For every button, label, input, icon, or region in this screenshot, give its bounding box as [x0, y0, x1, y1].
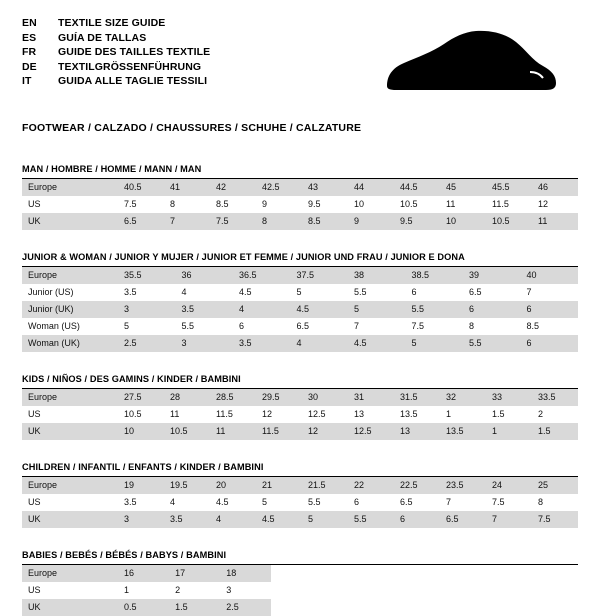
- size-cell: 10.5: [400, 199, 418, 209]
- table-row: [22, 179, 578, 196]
- size-cell-empty: [322, 582, 373, 599]
- size-cell: 3.5: [124, 287, 137, 297]
- table-row: [22, 335, 578, 352]
- size-cell: 29.5: [256, 389, 302, 406]
- language-title: GUÍA DE TALLAS: [58, 31, 147, 44]
- table-row: [22, 599, 578, 616]
- size-cell: 44.5: [394, 179, 440, 196]
- row-label: Europe: [22, 565, 118, 582]
- size-cell: 45.5: [486, 179, 532, 196]
- size-cell: 42.5: [256, 179, 302, 196]
- language-code: EN: [22, 17, 37, 29]
- table-row: [22, 565, 578, 582]
- row-label: Woman (US): [28, 321, 80, 331]
- size-cell: 10: [354, 199, 365, 209]
- size-cell: 2: [538, 409, 544, 419]
- size-cell: 7.5: [532, 511, 578, 528]
- size-cell: 8: [538, 497, 544, 507]
- size-cell: 3.5: [176, 301, 234, 318]
- language-title-list: [22, 16, 210, 89]
- size-cell: 7.5: [124, 199, 137, 209]
- table-row: [22, 196, 578, 213]
- size-cell: 5.5: [406, 301, 464, 318]
- size-group-man: [22, 164, 578, 230]
- size-cell: 8.5: [302, 213, 348, 230]
- size-cell: 22.5: [394, 477, 440, 494]
- size-cell-empty: [476, 565, 527, 582]
- size-cell: 11: [532, 213, 578, 230]
- size-cell: 6.5: [440, 511, 486, 528]
- size-cell: 1: [124, 585, 130, 595]
- size-cell: 4.5: [348, 335, 406, 352]
- size-cell: 1: [486, 423, 532, 440]
- size-cell-empty: [271, 599, 322, 616]
- size-cell: 5.5: [354, 287, 367, 297]
- size-cell: 10.5: [124, 409, 142, 419]
- size-cell: 3.5: [164, 511, 210, 528]
- size-cell: 3.5: [124, 497, 137, 507]
- size-cell: 7: [164, 213, 210, 230]
- size-cell: 37.5: [291, 267, 349, 284]
- size-cell: 0.5: [118, 599, 169, 616]
- size-cell: 28.5: [210, 389, 256, 406]
- language-code: FR: [22, 46, 37, 59]
- size-cell: 22: [348, 477, 394, 494]
- size-cell: 31: [348, 389, 394, 406]
- size-cell: 12: [302, 423, 348, 440]
- size-cell: 11.5: [492, 199, 509, 209]
- row-label: US: [28, 585, 41, 595]
- size-cell: 32: [440, 389, 486, 406]
- language-title-list-body: [22, 16, 210, 89]
- size-cell: 10.5: [486, 213, 532, 230]
- size-cell: 9.5: [308, 199, 321, 209]
- size-cell: 6: [394, 511, 440, 528]
- size-cell: 7: [446, 497, 452, 507]
- size-cell: 3: [226, 585, 232, 595]
- size-cell: 35.5: [118, 267, 176, 284]
- size-cell: 7: [486, 511, 532, 528]
- size-cell: 1.5: [169, 599, 220, 616]
- size-cell: 25: [532, 477, 578, 494]
- row-label: US: [28, 199, 41, 209]
- size-cell: 8: [256, 213, 302, 230]
- size-cell: 21.5: [302, 477, 348, 494]
- size-cell: 6.5: [296, 321, 310, 331]
- size-cell: 4: [291, 335, 349, 352]
- size-cell: 10: [440, 213, 486, 230]
- size-table: [22, 477, 578, 528]
- size-cell: 1.5: [532, 423, 578, 440]
- size-cell: 12.5: [348, 423, 394, 440]
- size-cell-empty: [476, 582, 527, 599]
- size-cell: 13.5: [440, 423, 486, 440]
- language-row: [22, 74, 210, 89]
- size-cell: 8: [170, 199, 176, 209]
- size-cell: 13: [394, 423, 440, 440]
- table-row: [22, 423, 578, 440]
- size-cell: 33: [486, 389, 532, 406]
- size-cell: 5.5: [463, 335, 521, 352]
- size-cell: 40.5: [118, 179, 164, 196]
- size-cell: 27.5: [118, 389, 164, 406]
- size-cell: 5.5: [348, 511, 394, 528]
- size-table: [22, 179, 578, 230]
- size-cell: 11.5: [216, 409, 233, 419]
- group-title: MAN / HOMBRE / HOMME / MANN / MAN: [22, 164, 578, 179]
- table-row: [22, 318, 578, 335]
- language-row: [22, 60, 210, 75]
- size-cell: 11.5: [256, 423, 302, 440]
- size-cell: 17: [169, 565, 220, 582]
- size-cell: 2: [175, 585, 181, 595]
- row-label: Europe: [22, 477, 118, 494]
- row-label: UK: [22, 599, 118, 616]
- size-cell: 5: [302, 511, 348, 528]
- size-cell: 11: [210, 423, 256, 440]
- row-label: Woman (UK): [22, 335, 118, 352]
- size-cell: 6.5: [469, 287, 482, 297]
- size-cell: 28: [164, 389, 210, 406]
- table-row: [22, 301, 578, 318]
- size-cell: 4.5: [256, 511, 302, 528]
- size-cell-empty: [425, 565, 476, 582]
- size-cell: 42: [210, 179, 256, 196]
- size-cell: 3.5: [233, 335, 291, 352]
- size-cell: 21: [256, 477, 302, 494]
- size-cell: 5: [348, 301, 406, 318]
- size-cell: 7.5: [210, 213, 256, 230]
- language-row: [22, 31, 210, 46]
- size-cell: 4: [170, 497, 176, 507]
- dress-shoe-icon: [380, 28, 560, 103]
- size-cell: 5: [296, 287, 302, 297]
- group-title: CHILDREN / INFANTIL / ENFANTS / KINDER / BAMBINI: [22, 462, 578, 477]
- language-row: [22, 16, 210, 31]
- size-cell: 12: [538, 199, 549, 209]
- row-label: Europe: [22, 267, 118, 284]
- size-cell: 46: [532, 179, 578, 196]
- size-cell: 1.5: [492, 409, 505, 419]
- size-cell: 33.5: [532, 389, 578, 406]
- size-cell: 10.5: [164, 423, 210, 440]
- size-cell: 7.5: [411, 321, 425, 331]
- size-cell: 45: [440, 179, 486, 196]
- table-row: [22, 582, 578, 599]
- table-row: [22, 284, 578, 301]
- size-cell: 8: [469, 321, 475, 331]
- size-cell: 3: [176, 335, 234, 352]
- table-row: [22, 477, 578, 494]
- row-label: Europe: [22, 179, 118, 196]
- size-cell-empty: [322, 565, 373, 582]
- group-title: BABIES / BEBÉS / BÉBÉS / BABYS / BAMBINI: [22, 550, 578, 565]
- table-row: [22, 494, 578, 511]
- table-row: [22, 511, 578, 528]
- language-code: IT: [22, 75, 32, 88]
- size-cell: 38.5: [406, 267, 464, 284]
- table-row: [22, 267, 578, 284]
- size-cell: 12: [262, 409, 273, 419]
- language-code: ES: [22, 31, 37, 44]
- language-code: DE: [22, 60, 37, 73]
- size-cell: 2.5: [220, 599, 271, 616]
- size-cell: 8.5: [216, 199, 229, 209]
- size-cell: 8.5: [526, 321, 540, 331]
- size-cell: 4: [181, 287, 187, 297]
- table-row: [22, 389, 578, 406]
- language-row: [22, 45, 210, 60]
- row-label: Junior (UK): [22, 301, 118, 318]
- row-label: Junior (US): [28, 287, 74, 297]
- row-label: Europe: [22, 389, 118, 406]
- size-cell-empty: [425, 599, 476, 616]
- size-cell: 6.5: [118, 213, 164, 230]
- size-cell: 18: [220, 565, 271, 582]
- size-cell: 1: [446, 409, 452, 419]
- size-cell-empty: [374, 599, 425, 616]
- size-cell: 9: [348, 213, 394, 230]
- size-cell: 39: [463, 267, 521, 284]
- row-label: US: [28, 497, 41, 507]
- size-cell: 38: [348, 267, 406, 284]
- size-cell-empty: [527, 565, 578, 582]
- size-cell: 36: [176, 267, 234, 284]
- size-cell-empty: [271, 565, 322, 582]
- size-cell: 31.5: [394, 389, 440, 406]
- size-cell: 3: [118, 301, 176, 318]
- page-header: [22, 16, 578, 108]
- size-cell: 19.5: [164, 477, 210, 494]
- size-cell: 10: [118, 423, 164, 440]
- size-cell: 4: [210, 511, 256, 528]
- size-cell: 9: [262, 199, 268, 209]
- size-cell: 6: [521, 335, 579, 352]
- size-cell-empty: [271, 582, 322, 599]
- size-cell: 6.5: [400, 497, 413, 507]
- row-label: UK: [22, 213, 118, 230]
- size-cell: 13: [354, 409, 365, 419]
- size-cell: 2.5: [118, 335, 176, 352]
- size-cell: 41: [164, 179, 210, 196]
- size-cell: 9.5: [394, 213, 440, 230]
- size-cell: 6: [463, 301, 521, 318]
- size-cell: 24: [486, 477, 532, 494]
- size-cell: 6: [411, 287, 417, 297]
- size-cell: 16: [118, 565, 169, 582]
- language-title: GUIDA ALLE TAGLIE TESSILI: [58, 75, 208, 88]
- size-cell: 40: [521, 267, 579, 284]
- size-cell-empty: [374, 582, 425, 599]
- language-title: GUIDE DES TAILLES TEXTILE: [58, 46, 211, 59]
- size-cell: 5: [262, 497, 268, 507]
- size-cell: 12.5: [308, 409, 326, 419]
- size-cell: 23.5: [440, 477, 486, 494]
- size-cell: 5: [406, 335, 464, 352]
- size-table: [22, 267, 578, 352]
- table-row: [22, 213, 578, 230]
- size-cell: 4: [233, 301, 291, 318]
- row-label: UK: [22, 511, 118, 528]
- size-cell: 4.5: [216, 497, 229, 507]
- size-cell-empty: [527, 582, 578, 599]
- size-cell: 4.5: [291, 301, 349, 318]
- category-title: FOOTWEAR / CALZADO / CHAUSSURES / SCHUHE / CALZATURE: [22, 122, 362, 134]
- size-cell: 19: [118, 477, 164, 494]
- size-cell: 6: [239, 321, 245, 331]
- size-cell: 13.5: [400, 409, 418, 419]
- size-cell: 44: [348, 179, 394, 196]
- size-cell: 5: [124, 321, 130, 331]
- size-cell: 11: [170, 409, 180, 419]
- size-cell: 5.5: [308, 497, 321, 507]
- size-table: [22, 565, 578, 616]
- size-table: [22, 389, 578, 440]
- size-cell: 5.5: [181, 321, 195, 331]
- size-cell: 36.5: [233, 267, 291, 284]
- size-cell-empty: [374, 565, 425, 582]
- row-label: UK: [22, 423, 118, 440]
- size-cell: 30: [302, 389, 348, 406]
- size-group-children: [22, 462, 578, 528]
- language-title: TEXTILGRÖSSENFÜHRUNG: [58, 60, 202, 73]
- row-label: US: [28, 409, 41, 419]
- size-group-babies: [22, 550, 578, 616]
- size-cell: 6: [354, 497, 360, 507]
- size-cell-empty: [322, 599, 373, 616]
- table-row: [22, 406, 578, 423]
- group-title: JUNIOR & WOMAN / JUNIOR Y MUJER / JUNIOR ET FEMME / JUNIOR UND FRAU / JUNIOR E DONA: [22, 252, 578, 267]
- size-cell-empty: [527, 599, 578, 616]
- size-cell: 7.5: [492, 497, 505, 507]
- size-cell: 11: [446, 199, 456, 209]
- size-cell: 3: [118, 511, 164, 528]
- language-title: TEXTILE SIZE GUIDE: [58, 17, 166, 29]
- group-title: KIDS / NIÑOS / DES GAMINS / KINDER / BAMBINI: [22, 374, 578, 389]
- size-cell-empty: [425, 582, 476, 599]
- size-cell: 7: [354, 321, 360, 331]
- size-group-junior-woman: [22, 252, 578, 352]
- size-cell: 43: [302, 179, 348, 196]
- size-cell: 6: [521, 301, 579, 318]
- size-cell: 20: [210, 477, 256, 494]
- size-cell-empty: [476, 599, 527, 616]
- size-cell: 4.5: [239, 287, 252, 297]
- size-group-kids: [22, 374, 578, 440]
- size-cell: 7: [526, 287, 532, 297]
